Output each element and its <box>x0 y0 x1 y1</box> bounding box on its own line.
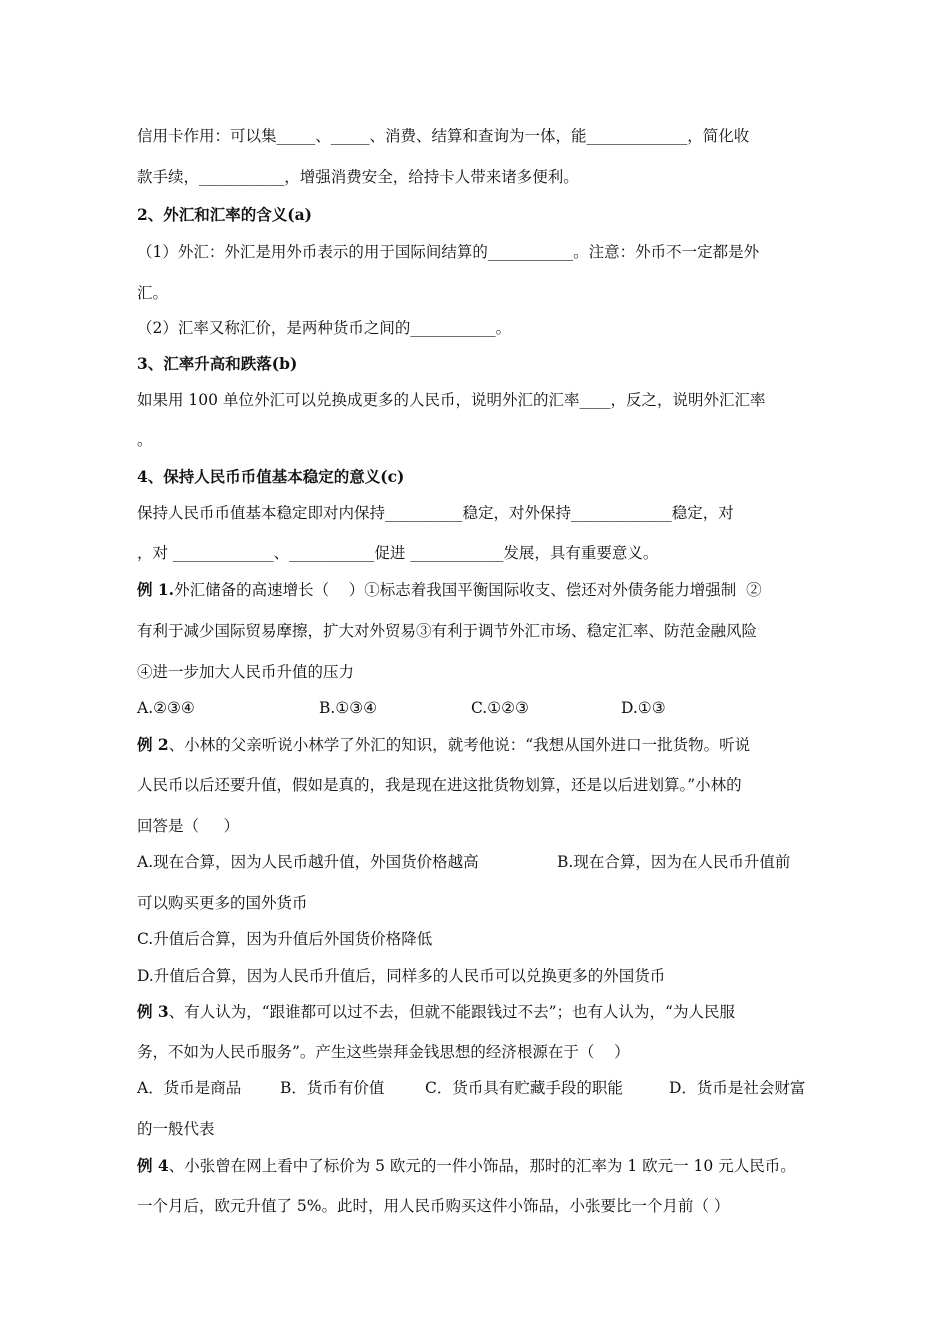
example-4-line-1 <box>137 1156 796 1176</box>
section-4-line-1: 保持人民币币值基本稳定即对内保持__________稳定，对外保持_____________稳定，对 <box>137 504 734 522</box>
example-2-option-b: B.现在合算，因为在人民币升值前 <box>557 853 791 871</box>
example-2-line-1 <box>137 735 750 755</box>
example-2-text-1: 、小林的父亲听说小林学了外汇的知识，就考他说：“我想从国外进口一批货物。听说 <box>168 736 751 754</box>
example-3-option-b: B．货币有价值 <box>280 1079 385 1097</box>
example-2-option-a: A.现在合算，因为人民币越升值，外国货价格越高 <box>137 853 479 871</box>
example-1-line-2: 有利于减少国际贸易摩擦，扩大对外贸易③有利于调节外汇市场、稳定汇率、防范金融风险 <box>137 622 758 640</box>
example-2-label: 例 2 <box>137 735 169 754</box>
section-3-line-2: 。 <box>137 431 153 449</box>
example-3-option-a: A．货币是商品 <box>137 1079 242 1097</box>
example-3-line-4: 的一般代表 <box>137 1120 215 1138</box>
example-2-option-d: D.升值后合算，因为人民币升值后，同样多的人民币可以兑换更多的外国货币 <box>137 967 666 985</box>
section-3-line-1: 如果用 100 单位外汇可以兑换成更多的人民币，说明外汇的汇率____，反之，说明外汇汇率 <box>137 391 766 409</box>
section-2-item-1-line-1: （1）外汇：外汇是用外币表示的用于国际间结算的___________。注意：外币不一定都是外 <box>137 243 760 261</box>
credit-card-line-2: 款手续，___________，增强消费安全，给持卡人带来诸多便利。 <box>137 168 579 186</box>
example-3-line-1 <box>137 1002 735 1022</box>
section-4-line-2: ，对 _____________、___________促进 ____________发展，具有重要意义。 <box>137 544 659 562</box>
section-2-item-1-line-2: 汇。 <box>137 284 169 302</box>
example-2-line-2: 人民币以后还要升值，假如是真的，我是现在进这批货物划算，还是以后进划算。”小林的 <box>137 776 742 794</box>
example-1-option-b: B.①③④ <box>319 699 378 717</box>
example-1-line-1 <box>137 580 762 600</box>
example-2-option-b-continued: 可以购买更多的国外货币 <box>137 894 308 912</box>
example-1-text-1: 外汇储备的高速增长（ ）①标志着我国平衡国际收支、偿还对外债务能力增强制 ② <box>174 581 762 599</box>
section-4-heading: 4、保持人民币币值基本稳定的意义(c) <box>137 467 405 486</box>
section-2-heading: 2、外汇和汇率的含义(a) <box>137 205 312 224</box>
example-3-option-c: C．货币具有贮藏手段的职能 <box>425 1079 623 1097</box>
example-1-option-a: A.②③④ <box>137 699 195 717</box>
example-4-line-2: 一个月后，欧元升值了 5%。此时，用人民币购买这件小饰品，小张要比一个月前（ ） <box>137 1197 730 1215</box>
example-3-line-2: 务，不如为人民币服务”。产生这些崇拜金钱思想的经济根源在于（ ） <box>137 1043 630 1061</box>
example-3-text-1: 、有人认为，“跟谁都可以过不去，但就不能跟钱过不去”；也有人认为，“为人民服 <box>168 1003 735 1021</box>
example-3-label: 例 3 <box>137 1002 169 1021</box>
example-1-label: 例 1. <box>137 580 175 599</box>
example-3-option-d: D．货币是社会财富 <box>669 1079 806 1097</box>
section-2-item-2: （2）汇率又称汇价，是两种货币之间的___________。 <box>137 319 512 337</box>
example-1-line-3: ④进一步加大人民币升值的压力 <box>137 663 355 681</box>
example-1-option-d: D.①③ <box>621 699 666 717</box>
example-4-label: 例 4 <box>137 1156 169 1175</box>
credit-card-line-1: 信用卡作用：可以集_____、_____、消费、结算和查询为一体，能_____________，简化收 <box>137 127 750 145</box>
example-1-option-c: C.①②③ <box>471 699 529 717</box>
example-4-text-1: 、小张曾在网上看中了标价为 5 欧元的一件小饰品，那时的汇率为 1 欧元一 10 元人民币。 <box>168 1157 796 1175</box>
example-2-line-3: 回答是（ ） <box>137 817 240 835</box>
section-3-heading: 3、汇率升高和跌落(b) <box>137 354 298 373</box>
example-2-option-c: C.升值后合算，因为升值后外国货价格降低 <box>137 930 433 948</box>
